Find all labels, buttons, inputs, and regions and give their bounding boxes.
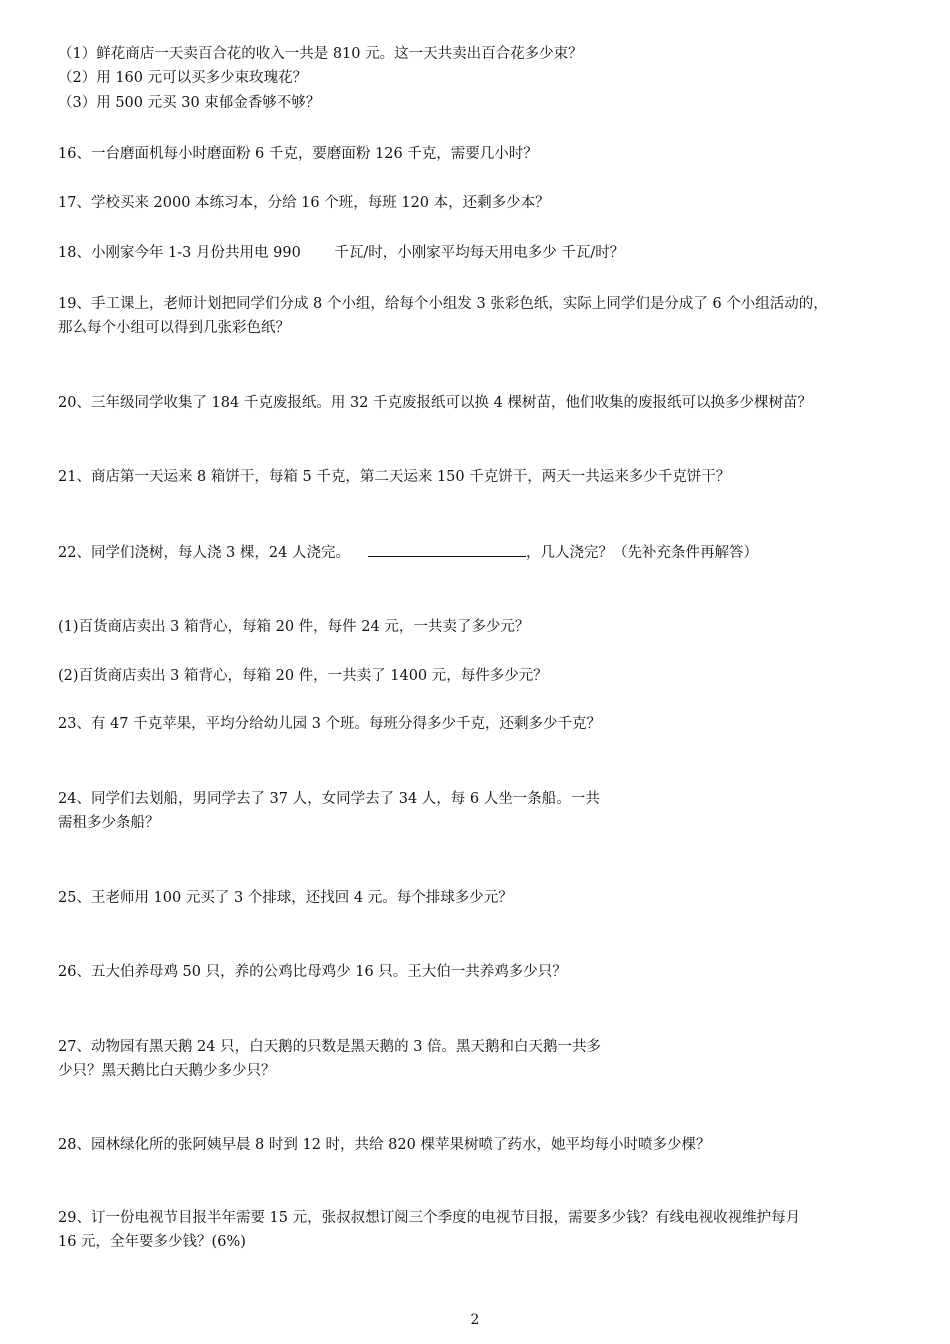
problem-29-line-1: 29、订一份电视节目报半年需要 15 元，张叔叔想订阅三个季度的电视节目报，需要多少钱？有线电视收视维护每月: [58, 1210, 801, 1226]
problem-22-sub-2: (2)百货商店卖出 3 箱背心，每箱 20 件，一共卖了 1400 元，每件多少元？: [58, 668, 548, 684]
problem-21: 21、商店第一天运来 8 箱饼干，每箱 5 千克，第二天运来 150 千克饼干，两天一共运来多少千克饼干？: [58, 469, 731, 485]
problem-25: 25、王老师用 100 元买了 3 个排球，还找回 4 元。每个排球多少元？: [58, 890, 513, 906]
problem-28: 28、园林绿化所的张阿姨早晨 8 时到 12 时，共给 820 棵苹果树喷了药水，她平均每小时喷多少棵？: [58, 1137, 711, 1153]
problem-15-1: （1）鲜花商店一天卖百合花的收入一共是 810 元。这一天共卖出百合花多少束？: [58, 46, 583, 62]
page-number: 2: [470, 1312, 480, 1328]
problem-15-3: （3）用 500 元买 30 束郁金香够不够？: [58, 95, 321, 111]
problem-23: 23、有 47 千克苹果，平均分给幼儿园 3 个班。每班分得多少千克，还剩多少千克？: [58, 716, 602, 732]
problem-19-line-1: 19、手工课上，老师计划把同学们分成 8 个小组，给每个小组发 3 张彩色纸，实际上同学们是分成了 6 个小组活动的，: [58, 296, 828, 312]
problem-19-line-2: 那么每个小组可以得到几张彩色纸？: [58, 320, 290, 336]
problem-15-2: （2）用 160 元可以买多少束玫瑰花？: [58, 70, 308, 86]
problem-29-line-2: 16 元，全年要多少钱？(6%): [58, 1234, 246, 1250]
answer-blank[interactable]: [368, 542, 526, 557]
problem-20: 20、三年级同学收集了 184 千克废报纸。用 32 千克废报纸可以换 4 棵树苗，他们收集的废报纸可以换多少棵树苗？: [58, 395, 812, 411]
problem-18: 18、小刚家今年 1-3 月份共用电 990 千瓦/时，小刚家平均每天用电多少 千瓦/时？: [58, 245, 625, 261]
problem-27-line-1: 27、动物园有黑天鹅 24 只，白天鹅的只数是黑天鹅的 3 倍。黑天鹅和白天鹅一共多: [58, 1039, 602, 1055]
problem-24-line-1: 24、同学们去划船，男同学去了 37 人，女同学去了 34 人，每 6 人坐一条船。一共: [58, 791, 600, 807]
problem-22: [58, 542, 758, 563]
problem-16: 16、一台磨面机每小时磨面粉 6 千克，要磨面粉 126 千克，需要几小时？: [58, 146, 538, 162]
problem-24-line-2: 需租多少条船？: [58, 815, 160, 831]
problem-26: 26、五大伯养母鸡 50 只，养的公鸡比母鸡少 16 只。王大伯一共养鸡多少只？: [58, 964, 567, 980]
problem-22-sub-1: (1)百货商店卖出 3 箱背心，每箱 20 件，每件 24 元，一共卖了多少元？: [58, 619, 530, 635]
problem-22-question: ，几人浇完？（先补充条件再解答）: [525, 545, 758, 561]
problem-17: 17、学校买来 2000 本练习本，分给 16 个班，每班 120 本，还剩多少本？: [58, 195, 550, 211]
problem-22-text: 22、同学们浇树，每人浇 3 棵，24 人浇完。: [58, 545, 350, 561]
problem-27-line-2: 少只？黑天鹅比白天鹅少多少只？: [58, 1063, 276, 1079]
